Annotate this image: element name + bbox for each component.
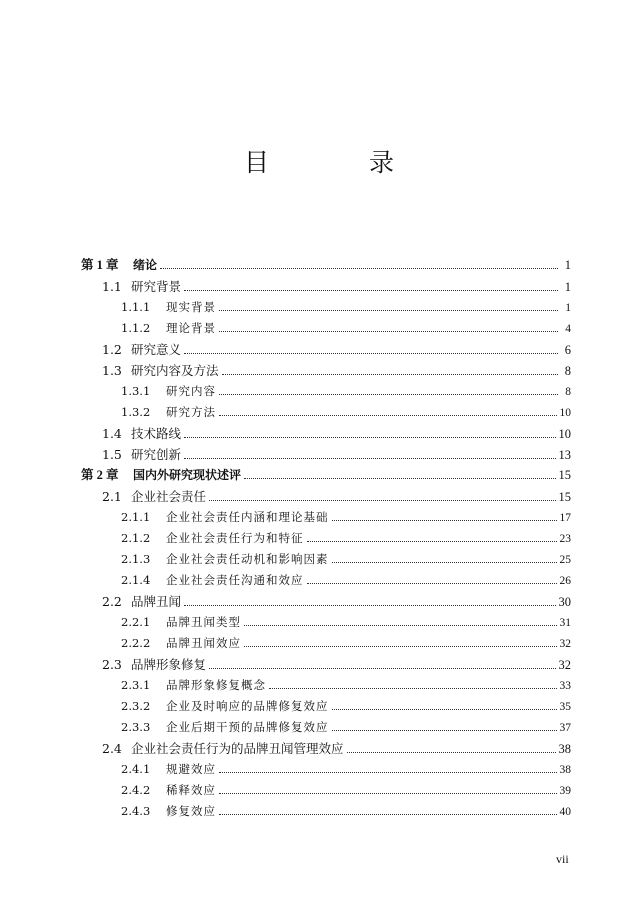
toc-entry[interactable] (81, 801, 571, 822)
toc-entry-page: 31 (559, 617, 571, 629)
toc-entry-page: 32 (558, 658, 571, 672)
toc-entry[interactable] (81, 297, 571, 318)
dot-leader (219, 309, 558, 311)
toc-entry[interactable] (81, 465, 571, 486)
toc-entry-title: 品牌形象修复 (131, 657, 207, 672)
toc-entry-number: 2.1.4 (121, 573, 151, 587)
toc-entry-number: 第 2 章 (81, 468, 119, 482)
toc-entry-page: 33 (559, 680, 571, 692)
dot-leader (222, 373, 558, 375)
toc-entry-page: 10 (559, 407, 571, 419)
toc-entry-title: 品牌丑闻 (131, 594, 182, 609)
toc-entry-page: 38 (558, 742, 571, 756)
dot-leader (332, 729, 557, 731)
toc-entry[interactable] (81, 318, 571, 339)
toc-entry-number: 2.4 (102, 741, 122, 756)
dot-leader (332, 561, 557, 563)
dot-leader (244, 645, 557, 647)
toc-entry-page: 15 (558, 490, 571, 504)
toc-entry-number: 2.2 (102, 594, 122, 609)
toc-entry[interactable] (81, 570, 571, 591)
toc-entry-number: 1.5 (102, 447, 122, 462)
toc-entry-title: 研究内容及方法 (131, 363, 219, 378)
toc-entry-number: 2.1.1 (121, 510, 151, 524)
toc-entry-number: 2.1.2 (121, 531, 151, 545)
toc-entry-title: 修复效应 (166, 804, 216, 818)
page-title: 目 录 (244, 148, 440, 177)
toc-entry-page: 40 (559, 806, 571, 818)
toc-entry-title: 企业社会责任 (131, 489, 207, 504)
toc-entry-page: 15 (558, 468, 571, 482)
toc-entry[interactable] (81, 507, 571, 528)
dot-leader (184, 436, 555, 438)
toc-entry[interactable] (81, 360, 571, 381)
toc-entry-title: 稀释效应 (166, 783, 216, 797)
toc-entry-number: 1.2 (102, 342, 122, 357)
toc-entry-title: 企业社会责任动机和影响因素 (166, 552, 329, 566)
toc-entry-title: 企业社会责任行为和特征 (166, 531, 304, 545)
dot-leader (347, 751, 556, 753)
toc-entry[interactable] (81, 591, 571, 612)
toc-entry-page: 1 (564, 258, 571, 272)
toc-entry-number: 2.4.1 (121, 762, 151, 776)
toc-entry[interactable] (81, 444, 571, 465)
toc-entry-title: 研究意义 (131, 342, 182, 357)
toc-entry[interactable] (81, 528, 571, 549)
toc-entry[interactable] (81, 276, 571, 297)
toc-entry[interactable] (81, 633, 571, 654)
toc-entry-number: 2.4.2 (121, 783, 151, 797)
toc-entry-page: 26 (559, 575, 571, 587)
toc-entry[interactable] (81, 339, 571, 360)
toc-entry[interactable] (81, 675, 571, 696)
toc-entry-title: 现实背景 (166, 300, 216, 314)
toc-entry-title: 研究方法 (166, 405, 216, 419)
toc-entry-number: 第 1 章 (81, 258, 119, 272)
toc-entry-page: 10 (558, 427, 571, 441)
dot-leader (244, 624, 557, 626)
page-number: vii (556, 852, 569, 866)
toc-entry-page: 8 (565, 386, 571, 398)
toc-entry[interactable] (81, 423, 571, 444)
toc-entry-number: 2.2.2 (121, 636, 151, 650)
dot-leader (184, 352, 558, 354)
toc-entry[interactable] (81, 549, 571, 570)
toc-entry-page: 13 (558, 448, 571, 462)
toc-entry[interactable] (81, 717, 571, 738)
toc-entry-page: 35 (559, 701, 571, 713)
toc-entry-page: 25 (559, 554, 571, 566)
toc-entry-number: 2.1 (102, 489, 122, 504)
toc-entry-number: 2.3.2 (121, 699, 151, 713)
toc-entry-title: 研究内容 (166, 384, 216, 398)
dot-leader (307, 582, 557, 584)
toc-entry-page: 17 (559, 512, 571, 524)
toc-entry-title: 品牌丑闻类型 (166, 615, 241, 629)
toc-entry[interactable] (81, 738, 571, 759)
dot-leader (184, 604, 555, 606)
toc-entry-title: 企业社会责任内涵和理论基础 (166, 510, 329, 524)
dot-leader (219, 393, 558, 395)
toc-entry-title: 规避效应 (166, 762, 216, 776)
toc-entry-number: 2.3.3 (121, 720, 151, 734)
toc-entry-title: 企业后期干预的品牌修复效应 (166, 720, 329, 734)
toc-entry-number: 2.3 (102, 657, 122, 672)
toc-entry-title: 企业社会责任行为的品牌丑闻管理效应 (131, 741, 344, 756)
toc-entry-title: 品牌形象修复概念 (166, 678, 266, 692)
toc-entry-page: 4 (565, 323, 571, 335)
toc-entry-title: 理论背景 (166, 321, 216, 335)
toc-entry-page: 6 (564, 343, 571, 357)
toc-entry-title: 技术路线 (131, 426, 182, 441)
toc-entry[interactable] (81, 486, 571, 507)
dot-leader (160, 267, 558, 269)
toc-entry-title: 企业及时响应的品牌修复效应 (166, 699, 329, 713)
dot-leader (219, 813, 557, 815)
toc-entry-page: 38 (559, 764, 571, 776)
toc-entry-title: 企业社会责任沟通和效应 (166, 573, 304, 587)
dot-leader (184, 289, 558, 291)
toc-entry-page: 8 (564, 364, 571, 378)
dot-leader (219, 330, 558, 332)
dot-leader (332, 519, 557, 521)
toc-entry-number: 1.3.1 (121, 384, 151, 398)
toc-entry[interactable] (81, 381, 571, 402)
toc-entry-number: 1.3 (102, 363, 122, 378)
toc-entry-page: 23 (559, 533, 571, 545)
toc-entry-number: 1.1 (102, 279, 122, 294)
toc-entry-number: 2.2.1 (121, 615, 151, 629)
toc-entry[interactable] (81, 255, 571, 276)
dot-leader (219, 771, 557, 773)
toc-entry[interactable] (81, 402, 571, 423)
toc-entry-title: 国内外研究现状述评 (133, 468, 242, 482)
dot-leader (209, 667, 555, 669)
toc-entry-number: 2.3.1 (121, 678, 151, 692)
toc-entry[interactable] (81, 612, 571, 633)
table-of-contents (81, 255, 571, 822)
toc-entry-number: 1.4 (102, 426, 122, 441)
toc-entry-page: 32 (559, 638, 571, 650)
toc-entry-number: 1.1.2 (121, 321, 151, 335)
toc-entry-number: 2.4.3 (121, 804, 151, 818)
toc-entry-title: 绪论 (133, 258, 158, 272)
toc-entry[interactable] (81, 780, 571, 801)
toc-entry-title: 品牌丑闻效应 (166, 636, 241, 650)
dot-leader (269, 687, 557, 689)
dot-leader (219, 414, 557, 416)
toc-entry-page: 30 (558, 595, 571, 609)
toc-entry-number: 1.1.1 (121, 300, 151, 314)
toc-entry-page: 1 (565, 302, 571, 314)
toc-entry[interactable] (81, 759, 571, 780)
dot-leader (244, 477, 555, 479)
toc-entry-title: 研究背景 (131, 279, 182, 294)
dot-leader (184, 457, 555, 459)
dot-leader (209, 499, 555, 501)
dot-leader (332, 708, 557, 710)
toc-entry-number: 1.3.2 (121, 405, 151, 419)
toc-entry-page: 37 (559, 722, 571, 734)
toc-entry-number: 2.1.3 (121, 552, 151, 566)
toc-entry-page: 1 (564, 280, 571, 294)
dot-leader (219, 792, 557, 794)
toc-entry-page: 39 (559, 785, 571, 797)
toc-entry-title: 研究创新 (131, 447, 182, 462)
dot-leader (307, 540, 557, 542)
toc-entry[interactable] (81, 696, 571, 717)
toc-entry[interactable] (81, 654, 571, 675)
